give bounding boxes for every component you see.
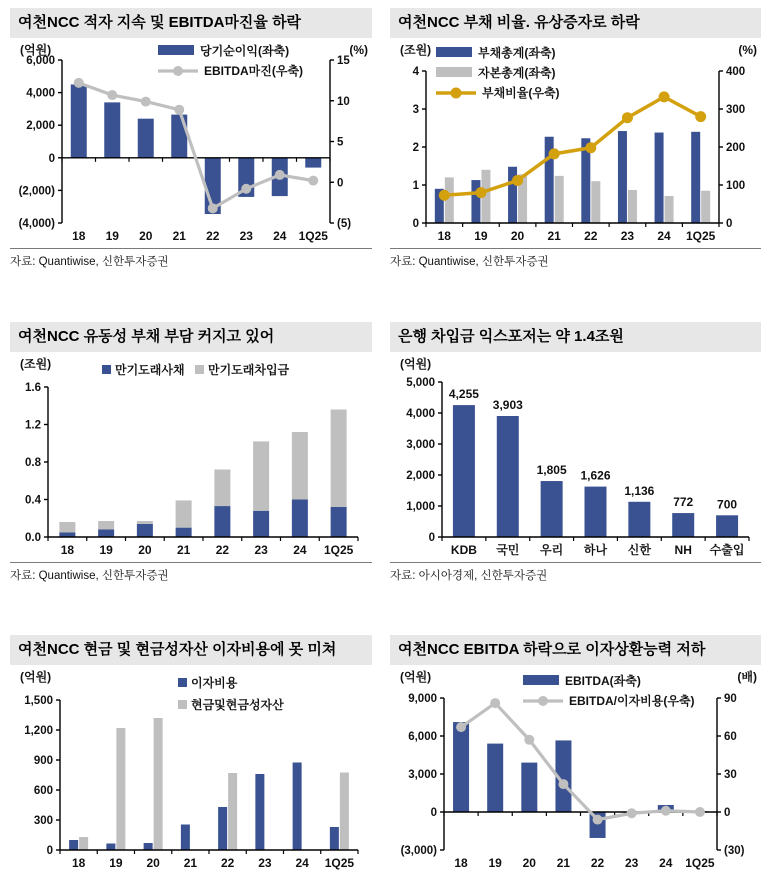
svg-text:2,000: 2,000 (406, 470, 435, 482)
svg-text:18: 18 (72, 229, 86, 243)
bank-loan-exposure-chart (390, 352, 761, 562)
svg-text:30: 30 (724, 769, 737, 781)
svg-text:18: 18 (437, 229, 451, 243)
svg-text:5: 5 (337, 136, 344, 149)
svg-text:23: 23 (625, 856, 639, 870)
svg-text:23: 23 (239, 229, 253, 243)
panel-ebitda-interest-coverage (390, 635, 761, 875)
svg-text:0.8: 0.8 (25, 457, 41, 469)
svg-text:300: 300 (33, 815, 53, 827)
svg-text:1Q25: 1Q25 (685, 856, 715, 870)
svg-text:20: 20 (139, 229, 153, 243)
svg-text:1Q25: 1Q25 (324, 856, 355, 870)
svg-text:수출입: 수출입 (709, 543, 745, 557)
svg-text:300: 300 (726, 104, 746, 116)
svg-text:6,000: 6,000 (408, 731, 437, 743)
svg-text:1.6: 1.6 (25, 382, 41, 394)
svg-text:이자비용: 이자비용 (191, 676, 238, 690)
svg-text:21: 21 (172, 229, 186, 243)
svg-text:4,000: 4,000 (26, 87, 55, 100)
svg-text:20: 20 (510, 229, 525, 243)
svg-text:15: 15 (337, 55, 350, 67)
svg-text:1.2: 1.2 (25, 419, 41, 432)
svg-text:NH: NH (674, 543, 692, 557)
panel-debt-ratio (390, 8, 761, 269)
svg-text:20: 20 (146, 856, 160, 870)
svg-text:3: 3 (412, 104, 419, 116)
svg-text:1,136: 1,136 (624, 483, 655, 498)
svg-text:900: 900 (33, 755, 53, 767)
chart-title: 여천NCC 유동성 부채 부담 커지고 있어 (10, 322, 372, 352)
svg-text:현금및현금성자산: 현금및현금성자산 (191, 698, 284, 712)
svg-text:22: 22 (590, 856, 605, 870)
source-note: 자료: Quantiwise, 신한투자증권 (390, 248, 761, 269)
svg-text:국민: 국민 (496, 543, 520, 557)
net-income-ebitda-margin-chart (10, 38, 372, 248)
source-note: 자료: Quantiwise, 신한투자증권 (10, 248, 372, 269)
svg-text:0.0: 0.0 (25, 532, 41, 544)
svg-text:하나: 하나 (583, 543, 608, 557)
svg-text:자본총계(좌축): 자본총계(좌축) (478, 66, 556, 80)
debt-ratio-chart (390, 38, 761, 248)
svg-text:6,000: 6,000 (26, 55, 55, 67)
svg-text:(억원): (억원) (20, 43, 52, 57)
svg-text:0: 0 (430, 807, 437, 819)
svg-text:0: 0 (428, 532, 435, 544)
svg-text:(%): (%) (349, 43, 368, 57)
svg-text:EBITDA(좌축): EBITDA(좌축) (565, 674, 641, 688)
svg-text:18: 18 (60, 543, 75, 557)
svg-text:0: 0 (46, 845, 53, 857)
panel-cash-vs-interest-expense (10, 635, 372, 875)
svg-text:KDB: KDB (450, 543, 477, 557)
svg-text:0: 0 (412, 218, 419, 230)
svg-text:18: 18 (71, 856, 86, 870)
svg-text:(2,000): (2,000) (18, 185, 55, 198)
svg-text:EBITDA마진(우축): EBITDA마진(우축) (204, 64, 304, 78)
svg-text:1,200: 1,200 (24, 725, 53, 737)
svg-text:만기도래사채: 만기도래사채 (115, 363, 185, 377)
svg-text:22: 22 (206, 229, 220, 243)
svg-text:21: 21 (176, 543, 191, 557)
svg-text:4,255: 4,255 (448, 387, 479, 402)
svg-text:3,903: 3,903 (492, 398, 523, 413)
svg-text:0.4: 0.4 (25, 494, 41, 507)
svg-text:60: 60 (724, 731, 737, 743)
svg-text:22: 22 (220, 856, 235, 870)
svg-text:3,000: 3,000 (408, 769, 437, 781)
svg-text:24: 24 (293, 543, 307, 557)
svg-text:20: 20 (522, 856, 536, 870)
svg-text:(4,000): (4,000) (18, 218, 55, 230)
svg-text:우리: 우리 (540, 543, 564, 557)
svg-text:19: 19 (109, 856, 123, 870)
panel-maturing-liabilities (10, 322, 372, 583)
svg-text:만기도래차입금: 만기도래차입금 (208, 363, 290, 377)
svg-text:0: 0 (48, 152, 55, 165)
svg-text:신한: 신한 (627, 543, 651, 557)
svg-text:(억원): (억원) (400, 357, 432, 371)
svg-text:2: 2 (412, 142, 419, 154)
svg-text:3,000: 3,000 (406, 439, 435, 451)
svg-text:100: 100 (726, 180, 746, 192)
svg-text:부채총계(좌축): 부채총계(좌축) (478, 46, 556, 60)
svg-text:22: 22 (215, 543, 230, 557)
svg-text:21: 21 (183, 856, 198, 870)
svg-text:9,000: 9,000 (408, 693, 437, 705)
svg-text:21: 21 (556, 856, 571, 870)
svg-text:1Q25: 1Q25 (298, 229, 328, 243)
svg-text:0: 0 (724, 807, 731, 819)
svg-text:EBITDA/이자비용(우축): EBITDA/이자비용(우축) (569, 694, 695, 708)
svg-text:2,000: 2,000 (26, 120, 55, 133)
svg-text:(%): (%) (738, 43, 757, 57)
svg-text:21: 21 (547, 229, 561, 243)
svg-text:1,000: 1,000 (406, 501, 435, 513)
svg-text:부채비율(우축): 부채비율(우축) (482, 86, 560, 100)
svg-text:1,626: 1,626 (580, 468, 611, 483)
svg-text:(억원): (억원) (400, 670, 432, 684)
svg-text:1: 1 (412, 180, 419, 192)
svg-text:(조원): (조원) (400, 43, 432, 57)
svg-text:700: 700 (717, 497, 738, 512)
svg-text:24: 24 (295, 856, 309, 870)
svg-text:5,000: 5,000 (406, 377, 435, 389)
svg-text:19: 19 (474, 229, 488, 243)
svg-text:(억원): (억원) (20, 670, 52, 684)
source-note: 자료: 아시아경제, 신한투자증권 (390, 562, 761, 583)
svg-text:4,000: 4,000 (406, 408, 435, 420)
svg-text:22: 22 (584, 229, 598, 243)
svg-text:0: 0 (337, 177, 344, 190)
svg-text:4: 4 (412, 66, 419, 78)
svg-text:20: 20 (138, 543, 152, 557)
svg-text:19: 19 (488, 856, 502, 870)
svg-text:(3,000): (3,000) (400, 845, 437, 857)
ebitda-interest-coverage-chart (390, 665, 761, 875)
svg-text:24: 24 (659, 856, 673, 870)
svg-text:1Q25: 1Q25 (323, 543, 354, 557)
svg-text:200: 200 (726, 142, 746, 154)
svg-text:10: 10 (337, 95, 350, 108)
svg-text:23: 23 (254, 543, 268, 557)
chart-title: 여천NCC 적자 지속 및 EBITDA마진율 하락 (10, 8, 372, 38)
svg-text:24: 24 (657, 229, 671, 243)
source-note: 자료: Quantiwise, 신한투자증권 (10, 562, 372, 583)
svg-text:(30): (30) (724, 845, 745, 857)
svg-text:23: 23 (620, 229, 635, 243)
chart-title: 여천NCC 현금 및 현금성자산 이자비용에 못 미쳐 (10, 635, 372, 665)
svg-text:600: 600 (33, 785, 53, 797)
svg-text:(배): (배) (737, 670, 757, 684)
svg-text:1,805: 1,805 (536, 463, 567, 478)
svg-text:90: 90 (724, 693, 737, 705)
svg-text:24: 24 (273, 229, 287, 243)
panel-bank-loan-exposure (390, 322, 761, 583)
svg-text:23: 23 (258, 856, 272, 870)
cash-vs-interest-expense-chart (10, 665, 372, 875)
chart-title: 은행 차입금 익스포저는 약 1.4조원 (390, 322, 761, 352)
svg-text:(조원): (조원) (20, 357, 52, 371)
svg-text:400: 400 (726, 66, 746, 78)
svg-text:18: 18 (454, 856, 468, 870)
svg-text:(5): (5) (337, 218, 352, 230)
svg-text:0: 0 (726, 218, 733, 230)
maturing-liabilities-chart (10, 352, 372, 562)
svg-text:1,500: 1,500 (24, 695, 53, 707)
panel-net-income-ebitda-margin (10, 8, 372, 269)
svg-text:1Q25: 1Q25 (686, 229, 716, 243)
chart-title: 여천NCC EBITDA 하락으로 이자상환능력 저하 (390, 635, 761, 665)
svg-text:772: 772 (673, 495, 694, 510)
svg-text:19: 19 (105, 229, 119, 243)
svg-text:당기순이익(좌축): 당기순이익(좌축) (200, 44, 290, 58)
chart-title: 여천NCC 부채 비율. 유상증자로 하락 (390, 8, 761, 38)
svg-text:19: 19 (99, 543, 113, 557)
